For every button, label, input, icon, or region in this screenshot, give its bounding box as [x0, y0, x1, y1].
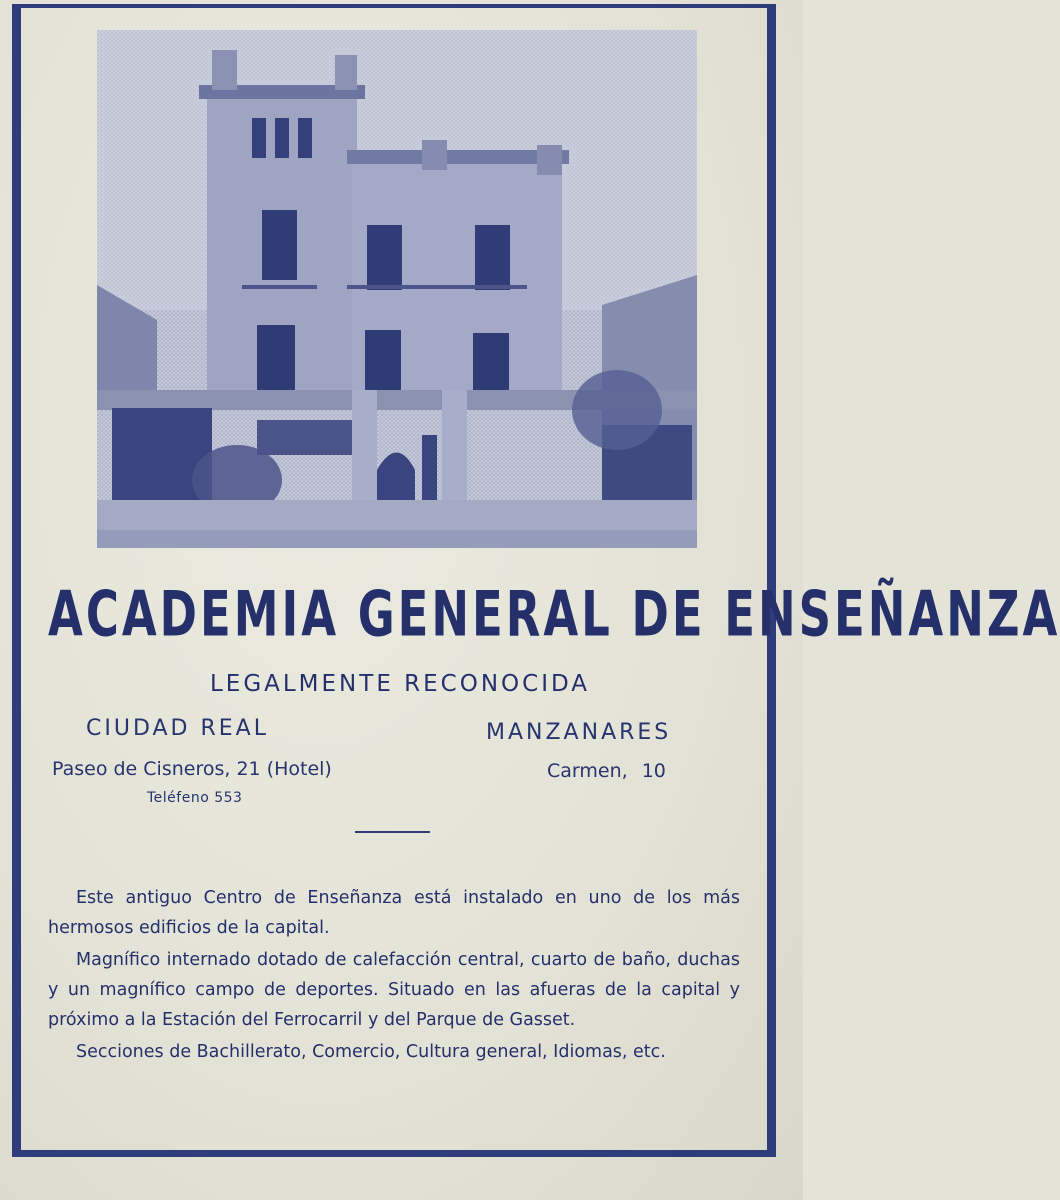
recognition-subtitle: LEGALMENTE RECONOCIDA [209, 671, 591, 697]
address-ciudad-real: Paseo de Cisneros, 21 (Hotel) [52, 758, 332, 780]
description-paragraph-2: Magnífico internado dotado de calefacción central, cuarto de baño, duchas y un magnífico campo de deportes. Situado en las afueras de la capital y próximo a la Estación del Ferrocarril y del Parque de Gasset. [48, 950, 740, 1030]
building-illustration [97, 30, 697, 548]
building-photograph [97, 30, 697, 548]
academy-title: ACADEMIA GENERAL DE ENSEÑANZA [48, 578, 1060, 651]
description-paragraph-3: Secciones de Bachillerato, Comercio, Cultura general, Idiomas, etc. [76, 1042, 666, 1062]
city-manzanares: MANZANARES [486, 720, 672, 745]
description-body [48, 883, 740, 1067]
address-manzanares: Carmen, 10 [547, 760, 666, 782]
city-ciudad-real: CIUDAD REAL [86, 716, 269, 741]
phone-ciudad-real: Teléfeno 553 [147, 790, 243, 806]
description-paragraph-1: Este antiguo Centro de Enseñanza está instalado en uno de los más hermosos edificios de la capital. [48, 888, 740, 938]
section-divider [355, 831, 430, 833]
